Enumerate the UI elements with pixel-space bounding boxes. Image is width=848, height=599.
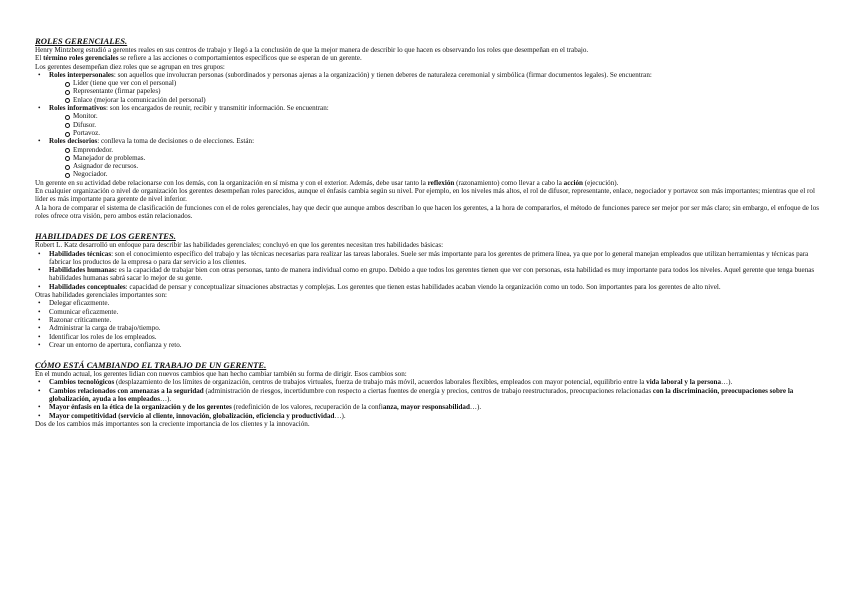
sub-list-item: Enlace (mejorar la comunicación del personal) [49, 96, 825, 104]
list-item: • Habilidades conceptuales: capacidad de pensar y conceptualizar situaciones abstractas y complejas. Los gerentes que tienen estas habilidades acaban viendo la organización como un todo. Son importantes para los gerentes de alto nivel. [35, 283, 825, 291]
paragraph: En el mundo actual, los gerentes lidian con nuevos cambios que han hecho cambiar también su forma de dirigir. Esos cambios son: [35, 370, 407, 379]
list-item: • Mayor competitividad (servicio al cliente, innovación, globalización, eficiencia y productividad…). [35, 412, 825, 420]
sub-list-item: Emprendedor. [49, 146, 825, 154]
list-item: • Razonar críticamente. [35, 316, 825, 324]
paragraph: Los gerentes desempeñan diez roles que se agrupan en tres grupos: [35, 62, 225, 71]
list-item: • Crear un entorno de apertura, confianza y reto. [35, 341, 825, 349]
paragraph: A la hora de comparar el sistema de clasificación de funciones con el de roles gerenciales, hay que decir que aunque ambos describan lo que hacen los gerentes, a la hora de compararlos, el método de funciones parece ser mejor por ser más claro; sin embargo, el enfoque de los roles ofrece otra visión, pero ambos están relacionados. [35, 203, 820, 220]
paragraph: Dos de los cambios más importantes son la creciente importancia de los clientes y la innovación. [35, 419, 310, 428]
list-item: • Roles informativos: son los encargados de reunir, recibir y transmitir información. Se encuentran: Monitor. Difusor. Portavoz. [35, 104, 825, 137]
sub-list-item: Manejador de problemas. [49, 154, 825, 162]
paragraph: Henry Mintzberg estudió a gerentes reales en sus centros de trabajo y llegó a la conclusión de que la mejor manera de describir lo que hacen es observando los roles que desempeñan en el trabajo. [35, 46, 589, 54]
list-item: • Mayor énfasis en la ética de la organización y de los gerentes (redefinición de los valores, recuperación de la confianza, mayor responsabilidad…). [35, 403, 825, 411]
sub-list-item: Portavoz. [49, 129, 825, 137]
skills-list [35, 250, 825, 291]
paragraph: El término roles gerenciales se refiere a las acciones o comportamientos específicos que se esperan de un gerente. [35, 54, 362, 63]
section-title-roles: ROLES GERENCIALES. [35, 36, 128, 46]
roles-list [35, 71, 825, 179]
sub-list-item: Monitor. [49, 112, 825, 120]
list-item: • Roles interpersonales: son aquellos que involucran personas (subordinados y personas ajenas a la organización) y tienen deberes de naturaleza ceremonial y simbólica (firmar documentos legales). Se encuentran: Líder (tiene que ver con el personal) Representante (firmar papeles) Enlace (mejorar la comunicación del personal) [35, 71, 825, 104]
sub-list-item: Negociador. [49, 170, 825, 178]
sub-list-item: Representante (firmar papeles) [49, 87, 825, 95]
section-title-habilidades: HABILIDADES DE LOS GERENTES. [35, 231, 176, 242]
list-item: • Comunicar eficazmente. [35, 308, 825, 316]
paragraph: Robert L. Katz desarrolló un enfoque para describir las habilidades gerenciales; concluyó en que los gerentes necesitan tres habilidades básicas: [35, 241, 444, 250]
paragraph: Otras habilidades gerenciales importantes son: [35, 291, 167, 300]
list-item: • Cambios tecnológicos (desplazamiento de los límites de organización, centros de trabajos virtuales, fuerza de trabajo más móvil, acuerdos laborales flexibles, empleados con mayor potencial, equilibrio entre la vida laboral y la persona…). [35, 378, 825, 386]
sub-list-item: Líder (tiene que ver con el personal) [49, 79, 825, 87]
section-title-cambios: CÓMO ESTÁ CAMBIANDO EL TRABAJO DE UN GERENTE. [35, 360, 267, 371]
sub-list-item: Asignador de recursos. [49, 162, 825, 170]
list-item: • Roles decisorios: conlleva la toma de decisiones o de elecciones. Están: Emprendedor. Manejador de problemas. Asignador de recursos. Negociador. [35, 137, 825, 178]
list-item: • Habilidades técnicas: son el conocimiento específico del trabajo y las técnicas necesarias para realizar las tareas laborales. Suele ser más importante para los gerentes de primera línea, ya que por lo general manejan empleados que utilizan herramientas y técnicas para fabricar los productos de la empresa o para dar servicio a los clientes. [35, 250, 825, 267]
other-skills-list [35, 299, 825, 349]
document-page [35, 36, 825, 428]
changes-list [35, 378, 825, 419]
paragraph: Un gerente en su actividad debe relacionarse con los demás, con la organización en sí misma y con el exterior. Además, debe usar tanto la reflexión (razonamiento) como llevar a cabo la acción (ejecución). [35, 178, 619, 187]
list-item: • Administrar la carga de trabajo/tiempo. [35, 324, 825, 332]
sub-list-item: Difusor. [49, 121, 825, 129]
list-item: • Delegar eficazmente. [35, 299, 825, 307]
paragraph: En cualquier organización o nivel de organización los gerentes desempeñan roles parecidos, aunque el énfasis cambia según su nivel. Por ejemplo, en los niveles más altos, el rol de difusor, representante, enlace, negociador y portavoz son más importantes; mientras que el rol líder es más importante para gerente de nivel inferior. [35, 187, 815, 204]
list-item: • Cambios relacionados con amenazas a la seguridad (administración de riesgos, incertidumbre con respecto a ciertas fuentes de energía y precios, centros de trabajo reestructurados, preocupaciones relacionadas con la discriminación, preocupaciones sobre la globalización, ayuda a los empleados…). [35, 387, 825, 404]
list-item: • Identificar los roles de los empleados. [35, 333, 825, 341]
list-item: • Habilidades humanas: es la capacidad de trabajar bien con otras personas, tanto de manera individual como en grupo. Debido a que todos los gerentes tienen que ver con personas, esta habilidad es muy importante para todos los niveles. Aquel gerente que tenga buenas habilidades humanas sabrá sacar lo mejor de su gente. [35, 266, 825, 283]
